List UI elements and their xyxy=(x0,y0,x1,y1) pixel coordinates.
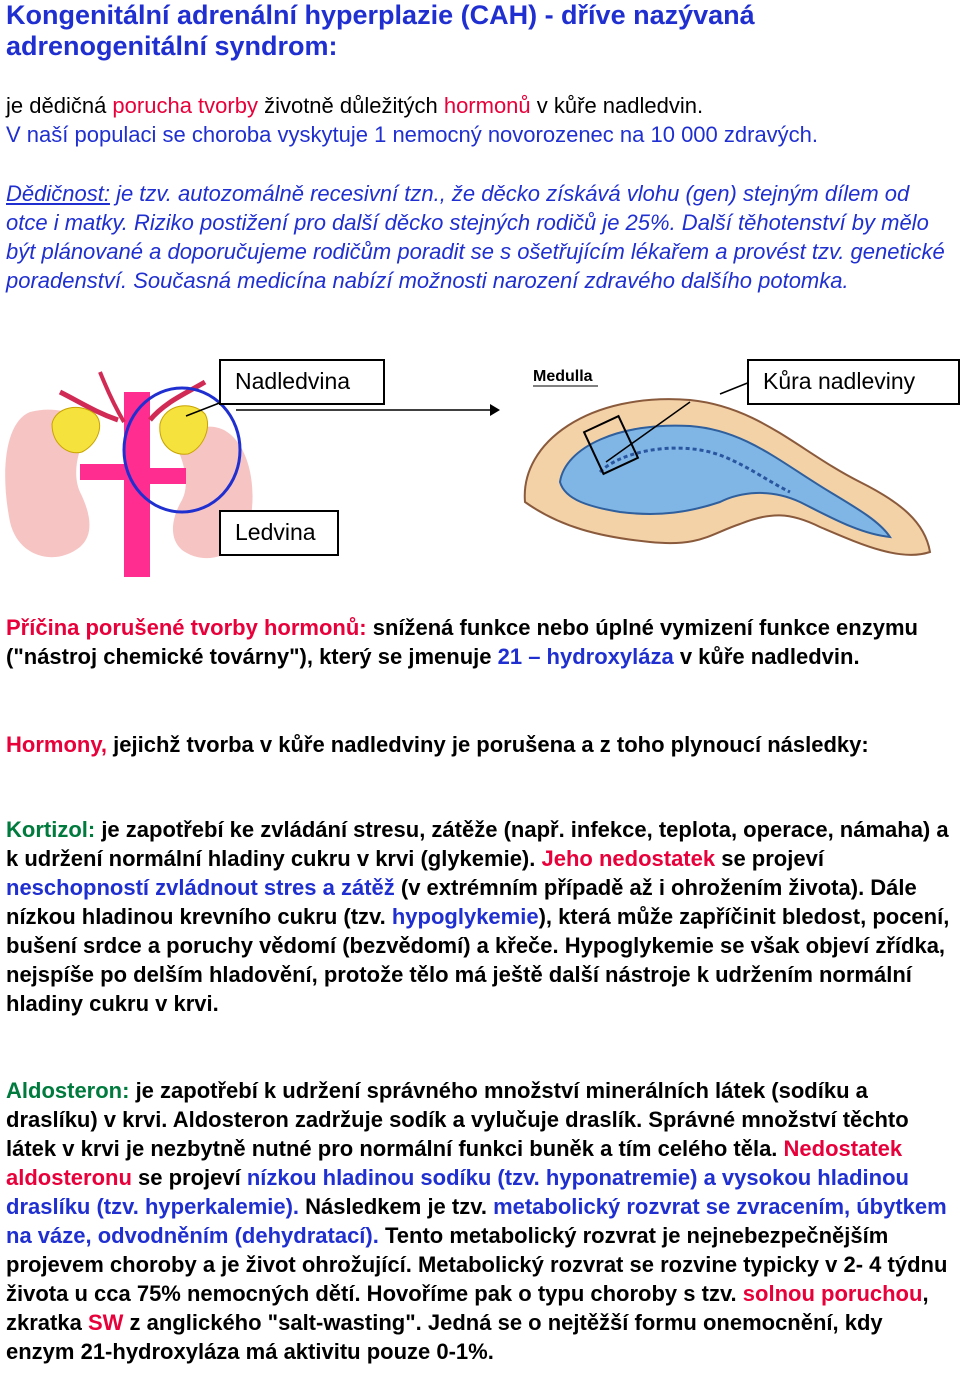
population-note: V naší populaci se choroba vyskytuje 1 nemocný novorozenec na 10 000 zdravých. xyxy=(6,122,819,147)
cause-label: Příčina porušené tvorby hormonů: xyxy=(6,615,367,640)
aldosterone-label: Aldosteron: xyxy=(6,1078,130,1103)
label-kidney: Ledvina xyxy=(219,510,339,556)
intro-paragraph: je dědičná porucha tvorby životně důležitých hormonů v kůře nadledvin. V naší populaci se choroba vyskytuje 1 nemocný novorozenec na 10 000 zdravých. xyxy=(6,93,819,147)
risk-text: Riziko postižení pro další děcko stejných rodičů je 25%. xyxy=(133,210,676,235)
heredity-paragraph: Dědičnost: je tzv. autozomálně recesivní tzn., že děcko získává vlohu (gen) stejným dílem od otce i matky. Riziko postižení pro další děcko stejných rodičů je 25%. Další těhotenství by mělo být plánované a doporučujeme rodičům poradit se s ošetřujícím lékařem a provést tzv. genetické poradenství. Současná medicína nabízí možnosti narození zdravého dalšího potomka. xyxy=(6,181,945,293)
hormones-paragraph: Hormony, jejichž tvorba v kůře nadledviny je porušena a z toho plynoucí následky: xyxy=(6,732,869,757)
highlight-hormones: hormonů xyxy=(443,93,531,118)
cortisol-paragraph: Kortizol: je zapotřebí ke zvládání stresu, zátěže (např. infekce, teplota, operace, námaha) a k udržení normální hladiny cukru v krvi (glykemie). Jeho nedostatek se projeví neschopností zvládnout stres a zátěž (v extrémním případě až i ohrožením života). Dále nízkou hladinou krevního cukru (tzv. hypoglykemie), která může zapříčinit bledost, pocení, bušení srdce a poruchy vědomí (bezvědomí) a křeče. Hypoglykemie se však objeví zřídka, nejspíše po delším hladovění, protože tělo má ještě další nástroje k udržením normální hladiny cukru v krvi. xyxy=(6,817,950,1016)
enzyme-name: 21 – hydroxyláza xyxy=(497,644,674,669)
highlight-production: porucha tvorby xyxy=(112,93,258,118)
cortisol-label: Kortizol: xyxy=(6,817,96,842)
aldosterone-paragraph: Aldosteron: je zapotřebí k udržení správného množství minerálních látek (sodíku a draslíku) v krvi. Aldosteron zadržuje sodík a vylučuje draslík. Správné množství těchto látek v krvi je nezbytně nutné pro normální funkci buněk a tím celého těla. Nedostatek aldosteronu se projeví nízkou hladinou sodíku (tzv. hyponatremie) a vysokou hladinou draslíku (tzv. hyperkalemie). Následkem je tzv. metabolický rozvrat se zvracením, úbytkem na váze, odvodněním (dehydratací). Tento metabolický rozvrat je nejnebezpečnějším projevem choroby a je život ohrožující. Metabolický rozvrat se rozvine typicky v 2- 4 týdnu života u cca 75% nemocných dětí. Hovoříme pak o typu choroby s tzv. solnou poruchou, zkratka SW z anglického "salt-wasting". Jedná se o nejtěžší formu onemocnění, kdy enzym 21-hydroxyláza má aktivitu pouze 0-1%. xyxy=(6,1078,948,1364)
label-cortex: Kůra nadleviny xyxy=(747,359,960,405)
aorta-vessel xyxy=(124,392,150,577)
label-adrenal: Nadledvina xyxy=(219,359,385,405)
heredity-label: Dědičnost: xyxy=(6,181,110,206)
page-title: Kongenitální adrenální hyperplazie (CAH) - dříve nazývaná adrenogenitální syndrom: xyxy=(6,0,755,61)
medulla-label: Medulla xyxy=(533,368,593,385)
cause-paragraph: Příčina porušené tvorby hormonů: snížená funkce nebo úplné vymizení funkce enzymu ("nástroj chemické továrny"), který se jmenuje 21 – hydroxyláza v kůře nadledvin. xyxy=(6,615,918,669)
hormones-label: Hormony, xyxy=(6,732,108,757)
